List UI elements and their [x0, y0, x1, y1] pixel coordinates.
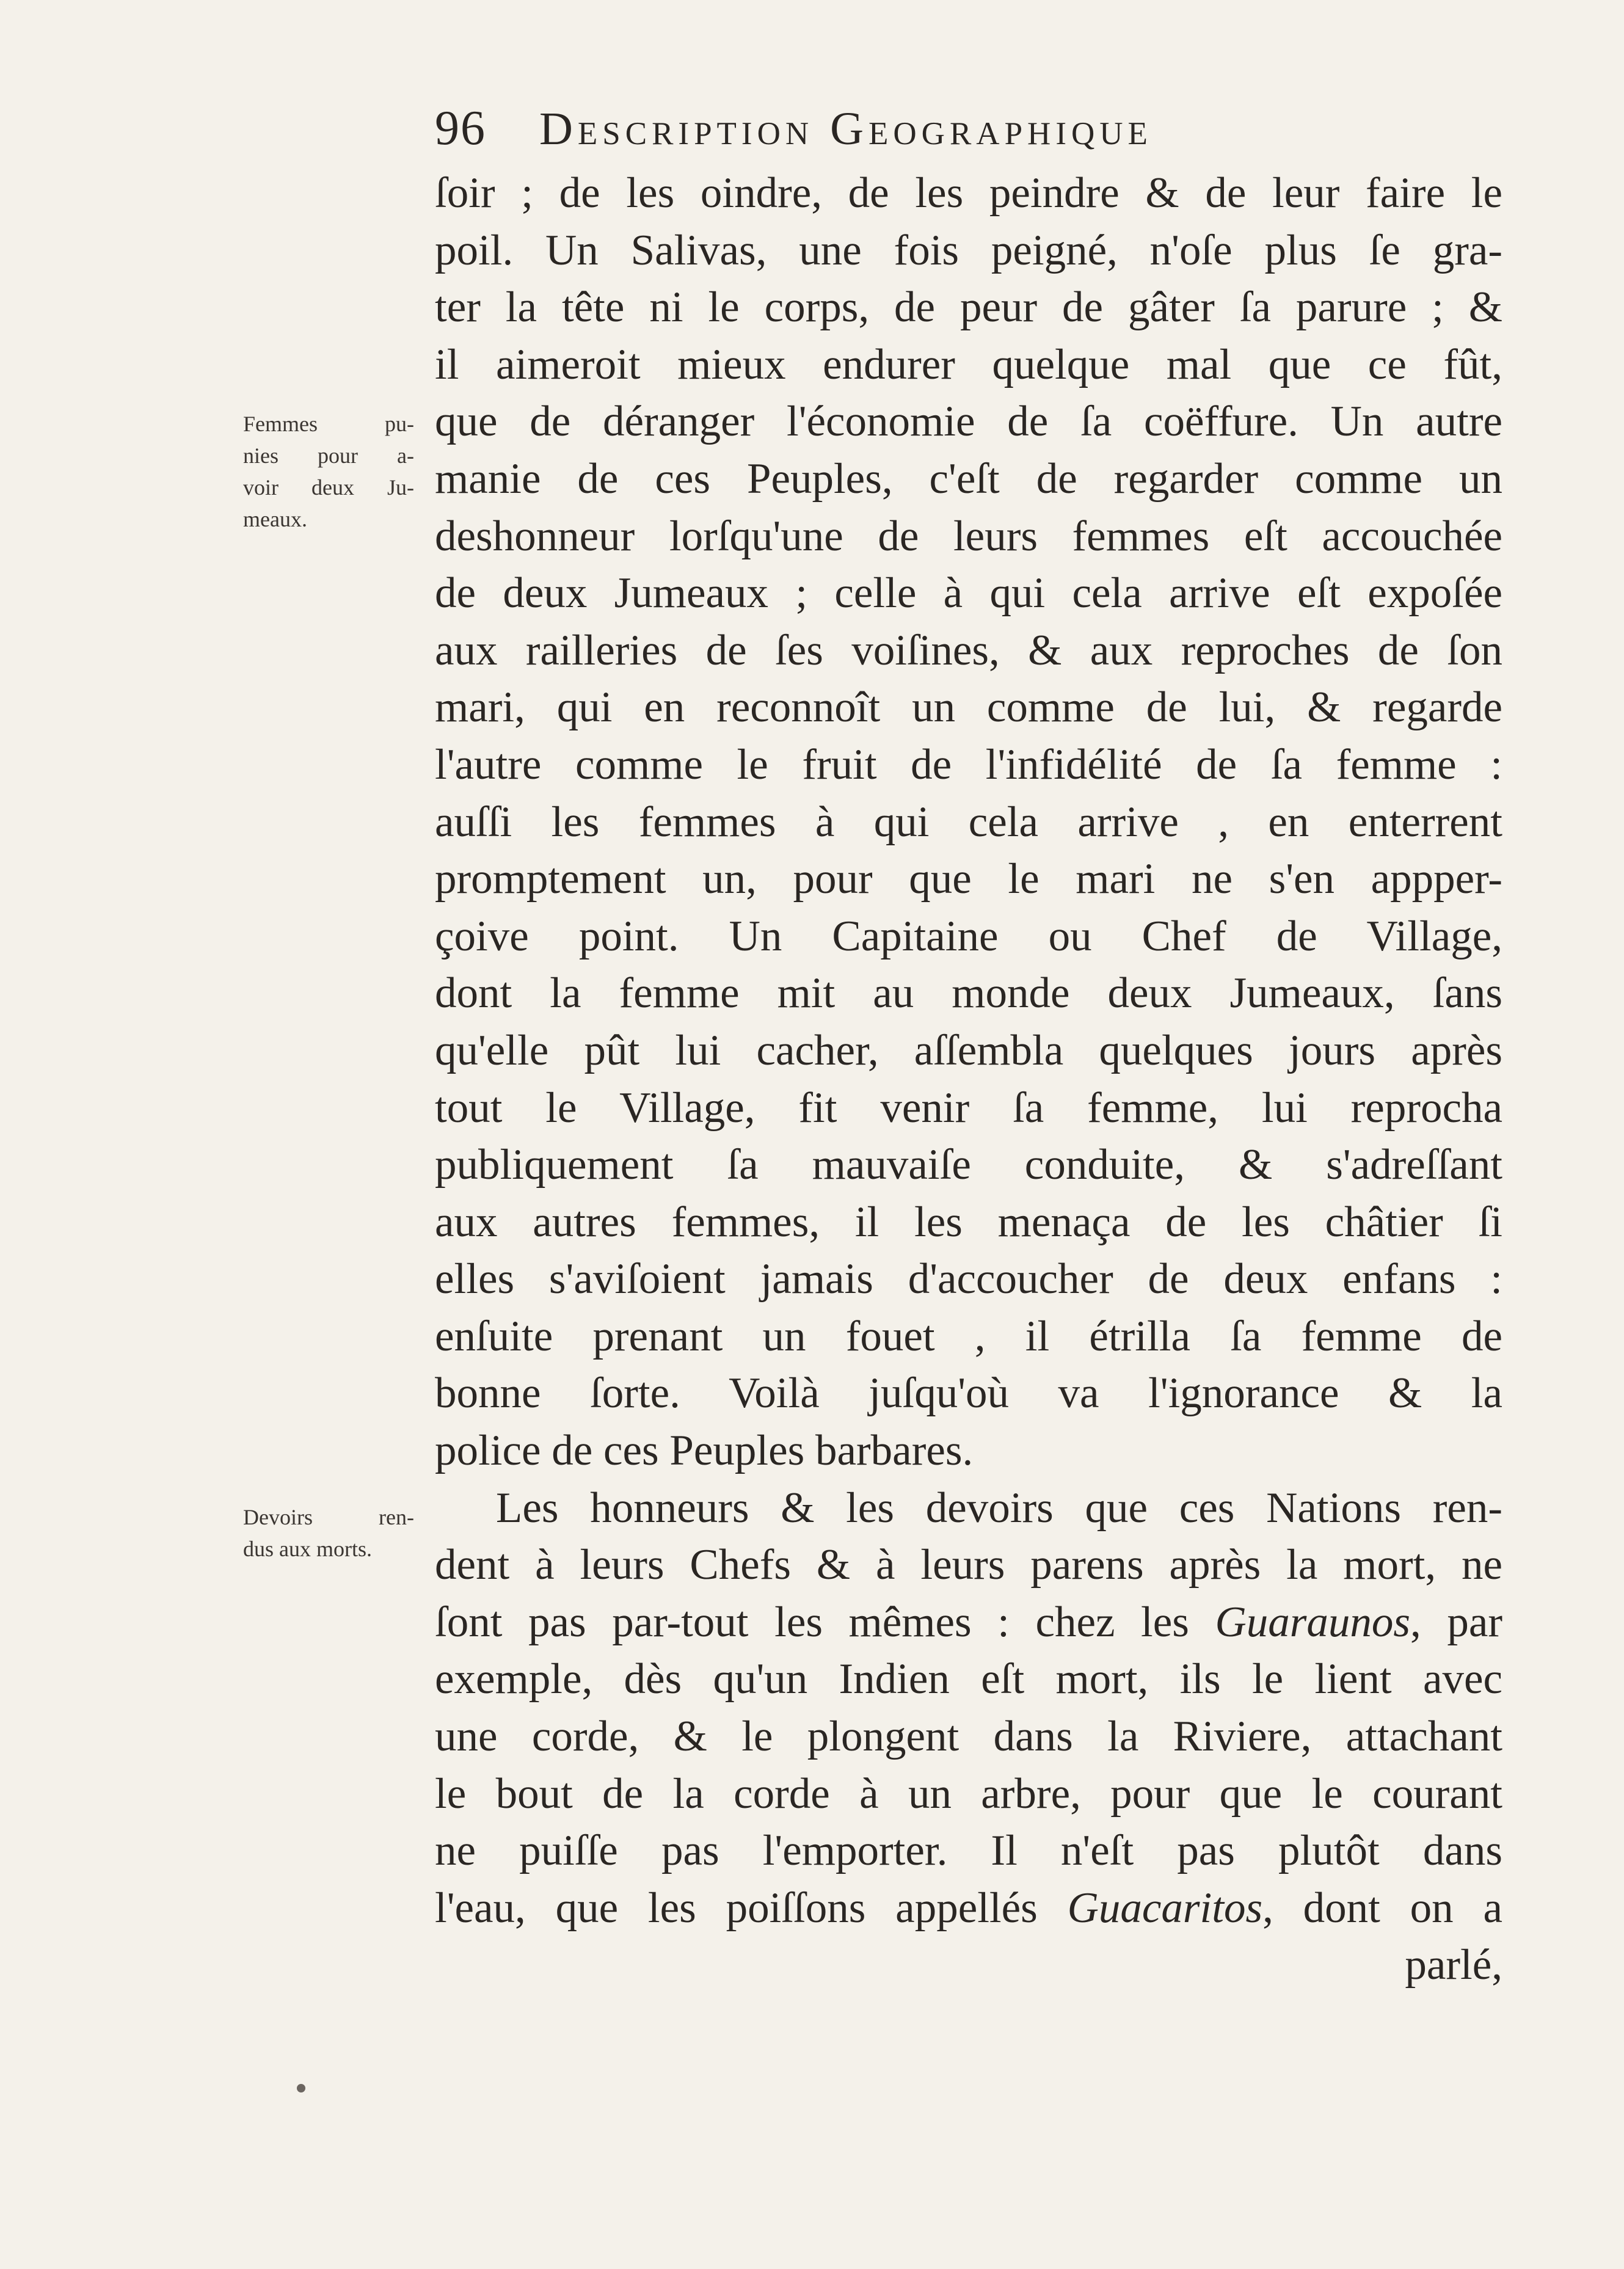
page-number: 96 — [435, 101, 486, 155]
text-segment: , par — [1410, 1598, 1502, 1646]
text-line: enſuite prenant un fouet , il étrilla ſa femme de — [435, 1312, 1502, 1360]
text-line: elles s'aviſoient jamais d'accoucher de deux enfans : — [435, 1255, 1502, 1303]
text-line: deshonneur lorſqu'une de leurs femmes eſt accouchée — [435, 512, 1502, 560]
body-text — [435, 165, 1502, 1994]
text-segment: ſont pas par-tout les mêmes : chez les — [435, 1598, 1215, 1646]
text-line: bonne ſorte. Voilà juſqu'où va l'ignorance & la — [435, 1369, 1502, 1418]
italic-name-guaraunos: Guaraunos — [1215, 1598, 1411, 1646]
text-line: de deux Jumeaux ; celle à qui cela arrive eſt expoſée — [435, 569, 1502, 617]
text-line: exemple, dès qu'un Indien eſt mort, ils le lient avec — [435, 1655, 1502, 1703]
text-segment: , dont on a — [1262, 1884, 1502, 1932]
text-line: manie de ces Peuples, c'eſt de regarder comme un — [435, 454, 1502, 503]
catchword: parlé, — [1405, 1941, 1502, 1989]
text-line: aux autres femmes, il les menaça de les châtier ſi — [435, 1198, 1502, 1246]
text-line: auſſi les femmes à qui cela arrive , en enterrent — [435, 798, 1502, 846]
text-line: qu'elle pût lui cacher, aſſembla quelques jours après — [435, 1026, 1502, 1074]
italic-name-guacaritos: Guacaritos — [1067, 1884, 1263, 1932]
text-line: dent à leurs Chefs & à leurs parens après la mort, ne — [435, 1541, 1502, 1589]
text-line: ter la tête ni le corps, de peur de gâter ſa parure ; & — [435, 283, 1502, 332]
text-line — [435, 1880, 1502, 1937]
running-head — [435, 98, 1388, 159]
text-line: une corde, & le plongent dans la Riviere, attachant — [435, 1713, 1502, 1761]
text-line — [435, 1594, 1502, 1652]
text-line: ſoir ; de les oindre, de les peindre & de leur faire le — [435, 169, 1502, 217]
text-line: que de déranger l'économie de ſa coëffure. Un autre — [435, 398, 1502, 446]
margin-note-twins — [243, 408, 414, 535]
text-line: Les honneurs & les devoirs que ces Nations ren- — [496, 1484, 1502, 1532]
margin-note-line: voir deux Ju- — [243, 475, 414, 500]
running-title: Description Geographique — [539, 103, 1152, 155]
margin-note-line: dus aux morts. — [243, 1537, 372, 1561]
text-line: il aimeroit mieux endurer quelque mal que ce fût, — [435, 340, 1502, 388]
text-line: tout le Village, fit venir ſa femme, lui reprocha — [435, 1084, 1502, 1132]
margin-note-line: Devoirs ren- — [243, 1505, 414, 1529]
text-line: poil. Un Salivas, une fois peigné, n'oſe plus ſe gra- — [435, 226, 1502, 274]
text-line: l'autre comme le fruit de l'infidélité de ſa femme : — [435, 740, 1502, 789]
ink-speck — [297, 2084, 305, 2092]
text-line: promptement un, pour que le mari ne s'en appper- — [435, 855, 1502, 903]
margin-note-line: Femmes pu- — [243, 412, 414, 436]
margin-note-duties — [243, 1501, 414, 1565]
text-line: publiquement ſa mauvaiſe conduite, & s'adreſſant — [435, 1141, 1502, 1189]
text-line: mari, qui en reconnoît un comme de lui, & regarde — [435, 683, 1502, 732]
text-line: dont la femme mit au monde deux Jumeaux, ſans — [435, 969, 1502, 1018]
text-segment: l'eau, que les poiſſons appellés — [435, 1884, 1068, 1932]
text-line: aux railleries de ſes voiſines, & aux reproches de ſon — [435, 626, 1502, 674]
text-line: ne puiſſe pas l'emporter. Il n'eſt pas plutôt dans — [435, 1827, 1502, 1875]
text-line: le bout de la corde à un arbre, pour que le courant — [435, 1769, 1502, 1818]
text-line: police de ces Peuples barbares. — [435, 1427, 974, 1475]
margin-note-line: meaux. — [243, 507, 307, 531]
text-line: çoive point. Un Capitaine ou Chef de Village, — [435, 912, 1502, 960]
margin-note-line: nies pour a- — [243, 443, 414, 468]
